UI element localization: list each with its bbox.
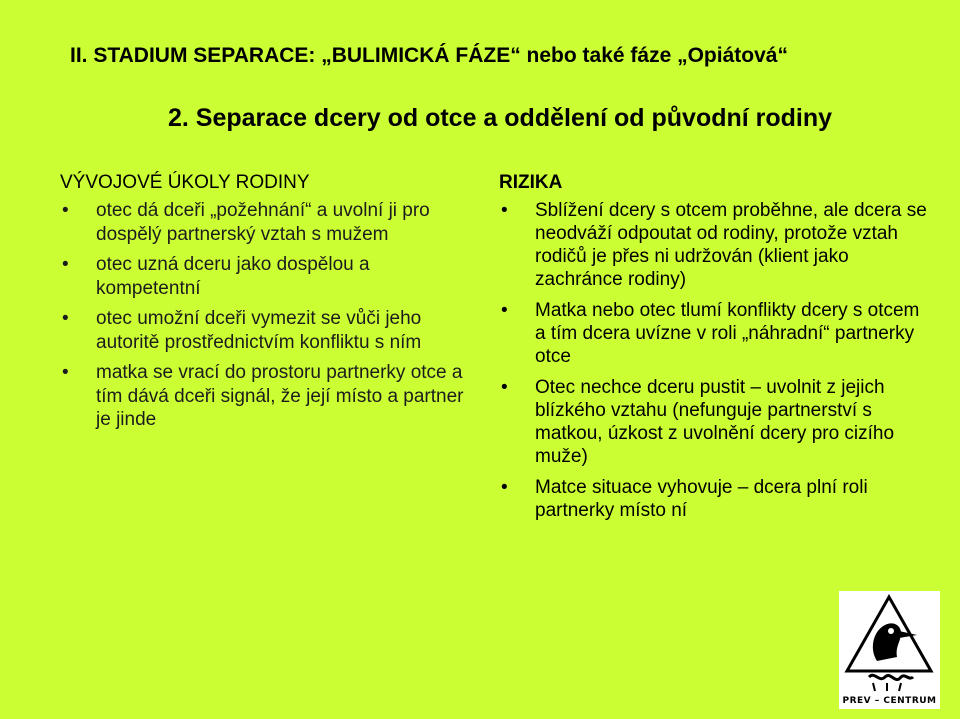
right-column [499,172,929,530]
list-item-text: Matce situace vyhovuje – dcera plní roli partnerky místo ní [535,477,868,521]
list-item [60,199,470,246]
list-item-text: Otec nechce dceru pustit – uvolnit z jejich blízkého vztahu (nefunguje partnerství s matkou, úzkost z uvolnění dcery pro cizího muže) [535,377,895,467]
bullet-icon: • [62,362,69,383]
bullet-icon: • [501,200,508,221]
bullet-icon: • [501,377,508,398]
right-list [499,199,929,522]
list-item-text: otec uzná dceru jako dospělou a kompetentní [96,254,370,299]
list-item-text: otec dá dceři „požehnání“ a uvolní ji pro dospělý partnerský vztah s mužem [96,200,430,245]
list-item [60,307,470,354]
logo-text: PREV – CENTRUM [842,696,937,706]
list-item [499,376,929,468]
list-item [499,476,929,522]
left-column-heading: VÝVOJOVÉ ÚKOLY RODINY [60,172,310,193]
slide-title: II. STADIUM SEPARACE: „BULIMICKÁ FÁZE“ nebo také fáze „Opiátová“ [70,44,788,67]
list-item [499,299,929,368]
list-item [60,361,470,432]
slide-subtitle: 2. Separace dcery od otce a oddělení od původní rodiny [168,104,833,132]
bullet-icon: • [62,254,69,275]
left-column [60,172,470,439]
prev-centrum-logo [839,591,940,709]
bullet-icon: • [62,200,69,221]
right-column-heading: RIZIKA [499,172,563,193]
list-item-text: otec umožní dceři vymezit se vůči jeho autoritě prostřednictvím konfliktu s ním [96,308,422,353]
list-item [499,199,929,291]
list-item-text: Sblížení dcery s otcem proběhne, ale dcera se neodváží odpoutat od rodiny, protože vztah rodičů je přes ni udržován (klient jako zachránce rodiny) [535,200,927,290]
list-item [60,253,470,300]
logo-bird-icon [839,591,940,695]
list-item-text: Matka nebo otec tlumí konflikty dcery s otcem a tím dcera uvízne v roli „náhradní“ partnerky otce [535,300,920,367]
left-list [60,199,470,432]
bullet-icon: • [501,300,508,321]
bullet-icon: • [62,308,69,329]
list-item-text: matka se vrací do prostoru partnerky otce a tím dává dceři signál, že její místo a partner je jinde [96,362,464,430]
bullet-icon: • [501,477,508,498]
